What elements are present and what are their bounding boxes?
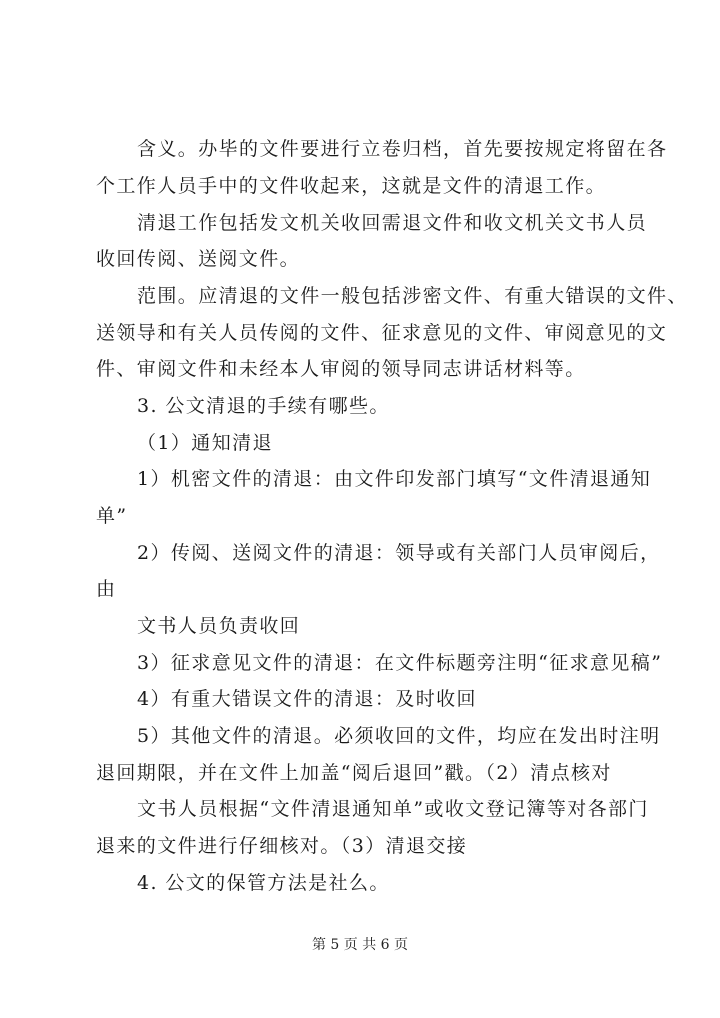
text-line-3: 清退工作包括发文机关收回需退文件和收文机关文书人员 xyxy=(137,212,648,234)
text-line-11: 单” xyxy=(96,505,128,527)
text-line-4: 收回传阅、送阅文件。 xyxy=(96,248,301,270)
text-line-7: 件、审阅文件和未经本人审阅的领导同志讲话材料等。 xyxy=(96,358,586,380)
text-line-18: 退回期限，并在文件上加盖“阅后退回”戳。（2）清点核对 xyxy=(96,762,612,784)
text-line-5: 范围。应清退的文件一般包括涉密文件、有重大错误的文件、 xyxy=(137,285,688,307)
text-line-16: 4）有重大错误文件的清退：及时收回 xyxy=(137,688,477,710)
text-line-17: 5）其他文件的清退。必须收回的文件，均应在发出时注明 xyxy=(137,725,661,747)
text-line-12: 2）传阅、送阅文件的清退：领导或有关部门人员审阅后， xyxy=(137,542,661,564)
text-line-10: 1）机密文件的清退：由文件印发部门填写“文件清退通知 xyxy=(137,468,652,490)
text-line-20: 退来的文件进行仔细核对。（3）清退交接 xyxy=(96,835,468,857)
text-line-9: （1）通知清退 xyxy=(137,432,273,454)
text-line-19: 文书人员根据“文件清退通知单”或收文登记簿等对各部门 xyxy=(137,798,649,820)
text-line-14: 文书人员负责收回 xyxy=(137,615,301,637)
page-number-footer: 第 5 页 共 6 页 xyxy=(311,937,409,953)
text-line-8: 3. 公文清退的手续有哪些。 xyxy=(137,395,390,417)
text-line-1: 含义。办毕的文件要进行立卷归档，首先要按规定将留在各 xyxy=(137,138,668,160)
text-line-6: 送领导和有关人员传阅的文件、征求意见的文件、审阅意见的文 xyxy=(96,322,668,344)
text-line-21: 4. 公文的保管方法是社么。 xyxy=(137,872,390,894)
text-line-13: 由 xyxy=(96,578,117,600)
text-line-2: 个工作人员手中的文件收起来，这就是文件的清退工作。 xyxy=(96,175,607,197)
text-line-15: 3）征求意见文件的清退：在文件标题旁注明“征求意见稿” xyxy=(137,652,663,674)
